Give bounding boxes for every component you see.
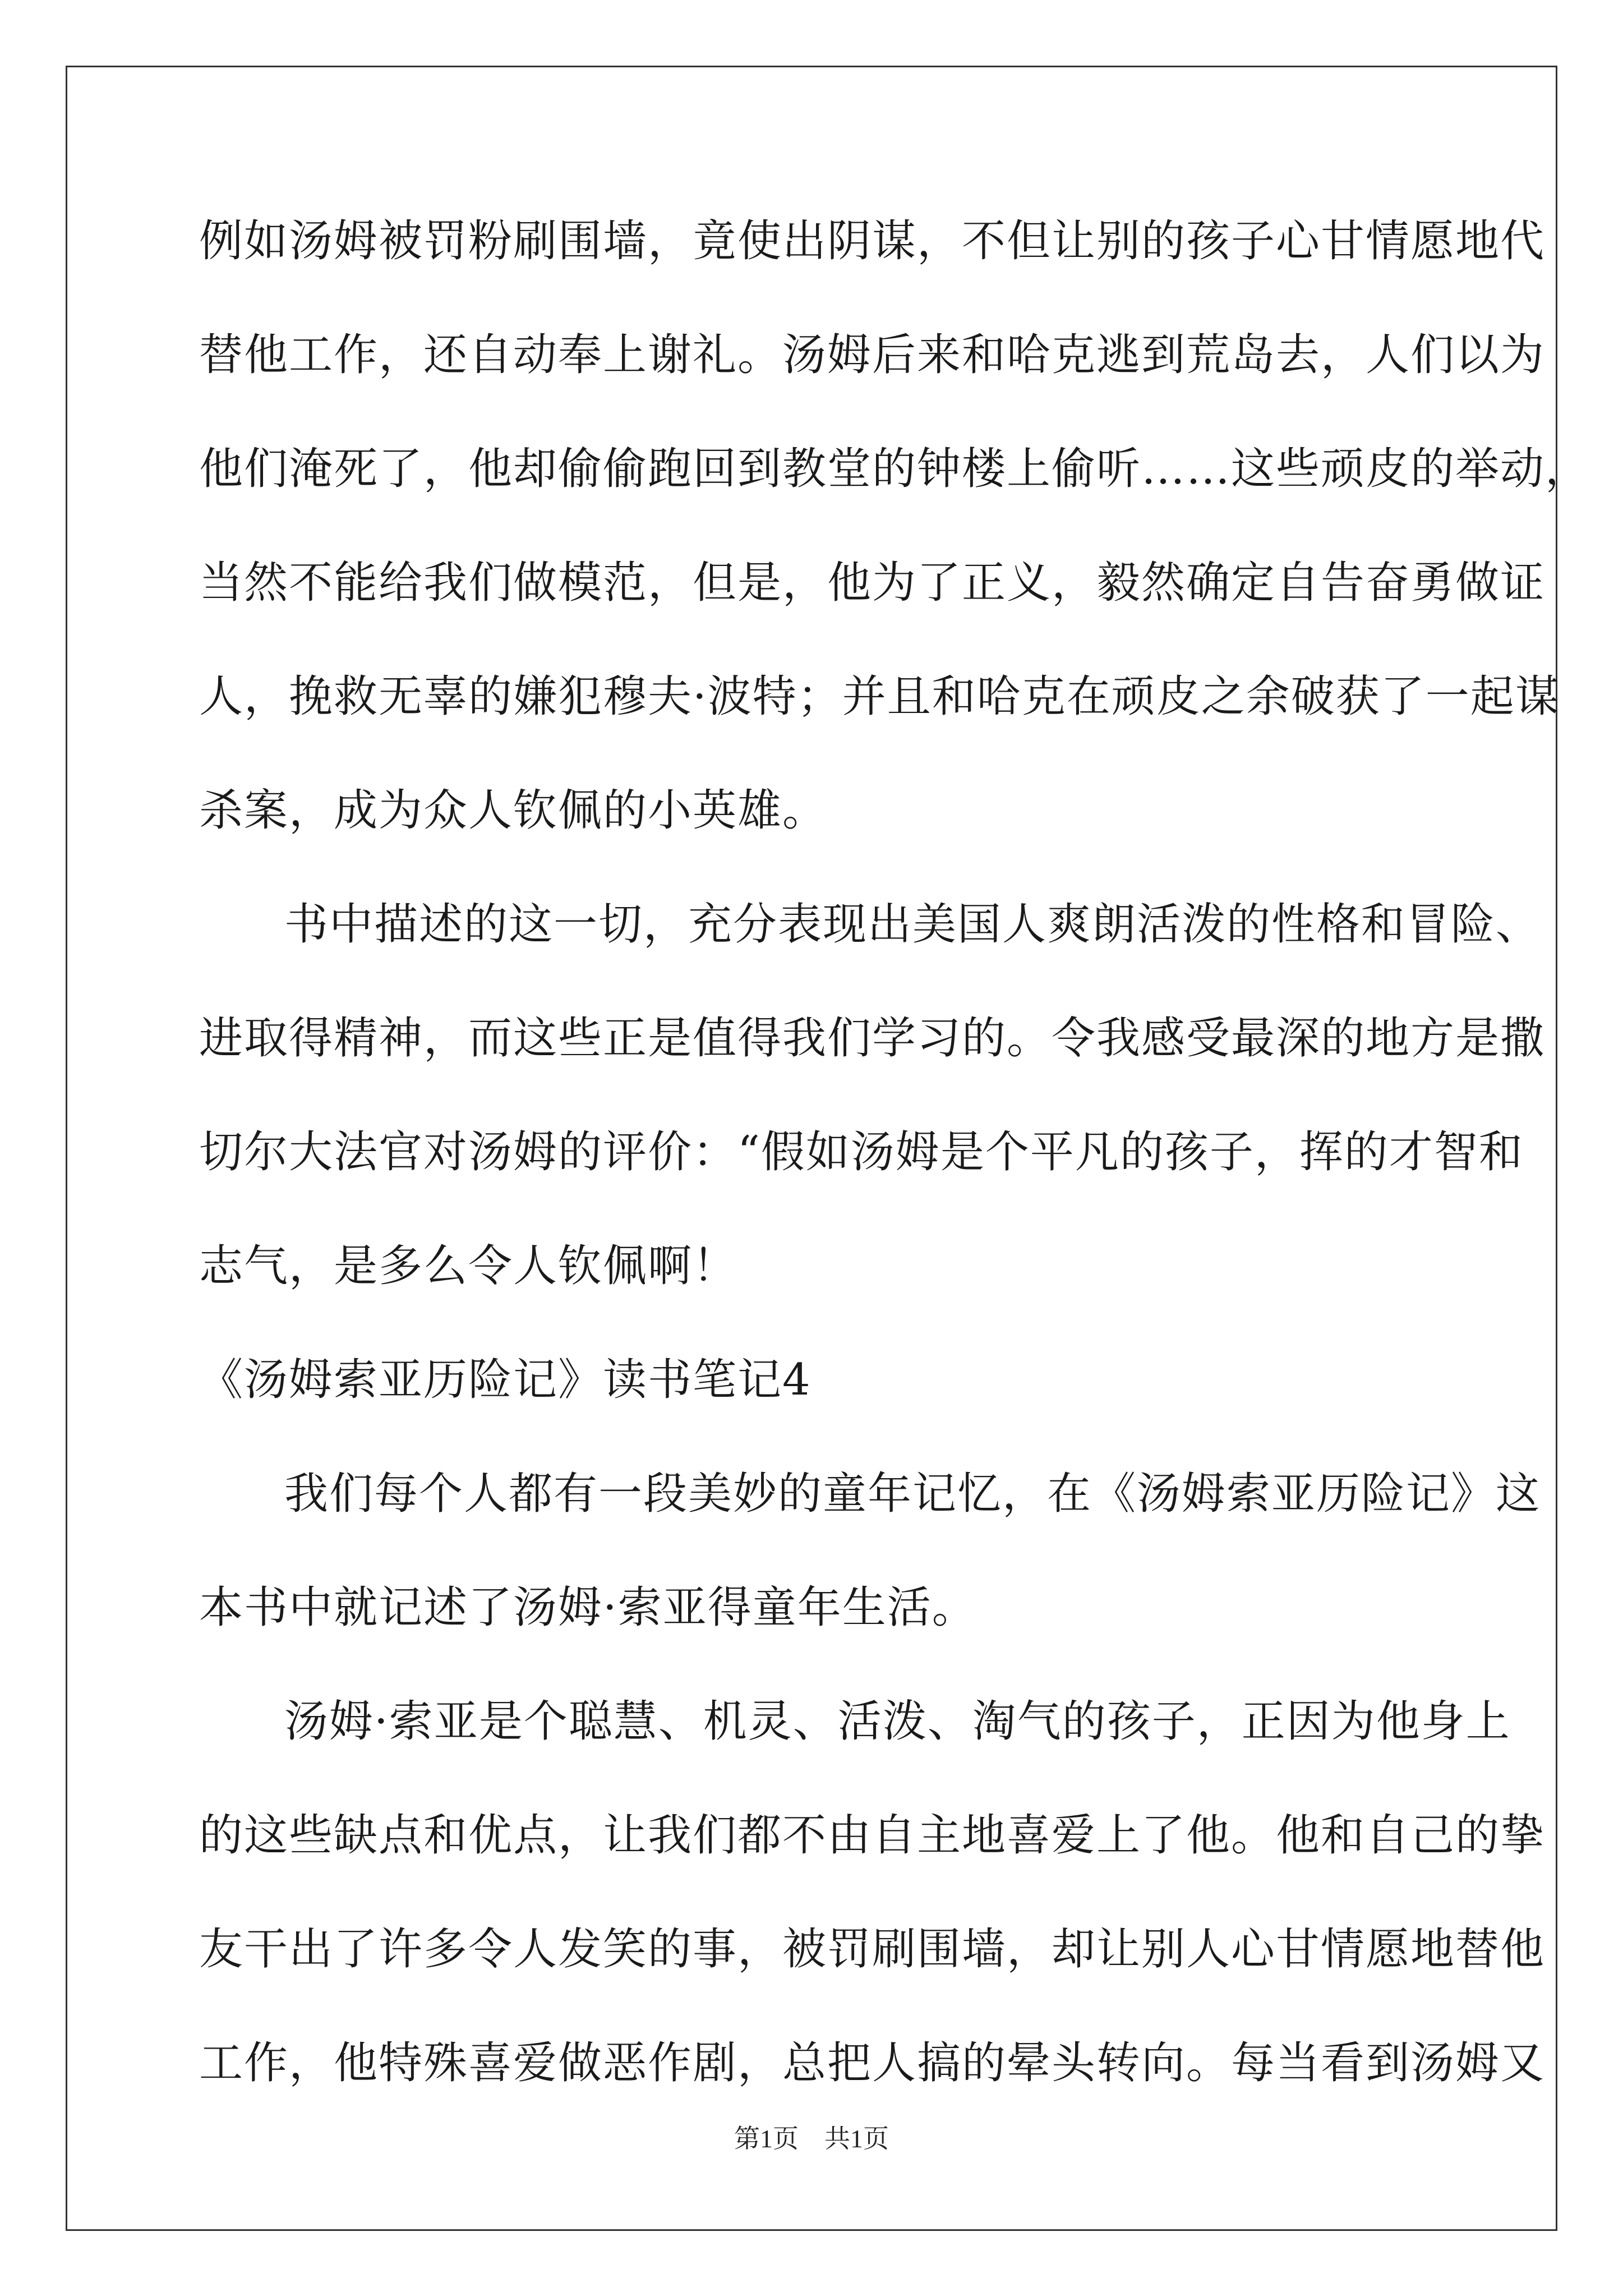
text-line: 杀案，成为众人钦佩的小英雄。 [199, 785, 828, 836]
text-line: 本书中就记述了汤姆·索亚得童年生活。 [199, 1582, 977, 1633]
section-heading: 《汤姆索亚历险记》读书笔记4 [199, 1355, 811, 1405]
text-line: 人，挽救无辜的嫌犯穆夫·波特；并且和哈克在顽皮之余破获了一起谋 [199, 671, 1560, 722]
text-line: 他们淹死了，他却偷偷跑回到教堂的钟楼上偷听……这些顽皮的举动， [199, 444, 1590, 494]
page-footer: 第1页 共1页 [734, 2124, 889, 2153]
text-line: 切尔大法官对汤姆的评价：“假如汤姆是个平凡的孩子，挥的才智和 [199, 1127, 1524, 1177]
text-line: 工作，他特殊喜爱做恶作剧，总把人搞的晕头转向。每当看到汤姆又 [199, 2038, 1546, 2088]
text-line: 当然不能给我们做模范，但是，他为了正义，毅然确定自告奋勇做证 [199, 558, 1546, 608]
text-line: 我们每个人都有一段美妙的童年记忆，在《汤姆索亚历险记》这 [284, 1469, 1541, 1519]
text-line: 志气，是多么令人钦佩啊！ [199, 1241, 738, 1291]
text-line: 友干出了许多令人发笑的事，被罚刷围墙，却让别人心甘情愿地替他 [199, 1924, 1546, 1975]
text-line: 进取得精神，而这些正是值得我们学习的。令我感受最深的地方是撒 [199, 1013, 1546, 1064]
text-line: 书中描述的这一切，充分表现出美国人爽朗活泼的性格和冒险、 [284, 899, 1541, 950]
text-line: 替他工作，还自动奉上谢礼。汤姆后来和哈克逃到荒岛去，人们以为 [199, 330, 1546, 380]
document-body [199, 205, 1590, 2141]
text-line: 的这些缺点和优点，让我们都不由自主地喜爱上了他。他和自己的挚 [199, 1810, 1546, 1861]
text-line: 例如汤姆被罚粉刷围墙，竟使出阴谋，不但让别的孩子心甘情愿地代 [199, 216, 1546, 266]
text-line: 汤姆·索亚是个聪慧、机灵、活泼、淘气的孩子，正因为他身上 [284, 1696, 1511, 1747]
